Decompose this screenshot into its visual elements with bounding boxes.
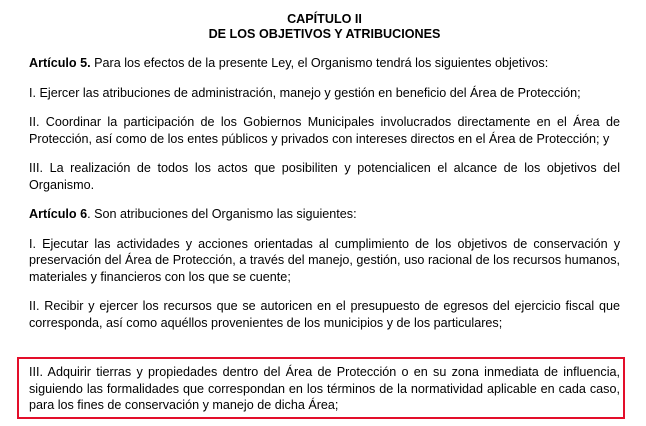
article-6-label: Artículo 6: [29, 207, 88, 221]
article-5-label: Artículo 5.: [29, 56, 91, 70]
chapter-title: CAPÍTULO II: [287, 12, 362, 26]
article-6-item-1: I. Ejecutar las actividades y acciones orientadas al cumplimiento de los objetivos de conservación y preservación del Área de Protección, a través del manejo, gestión, uso racional de los recursos humanos, materiales y financieros con los que se cuente;: [29, 236, 620, 284]
article-5-item-2: II. Coordinar la participación de los Gobiernos Municipales involucrados directamente en el Área de Protección, así como de los entes públicos y privados con intereses directos en el Área de Protección; y: [29, 115, 620, 146]
document-page: [29, 12, 620, 344]
article-6-item-3: III. Adquirir tierras y propiedades dentro del Área de Protección o en su zona inmediata de influencia, siguiendo las formalidades que correspondan en los términos de la normatividad aplicable en cada caso, para los fines de conservación y manejo de dicha Área;: [29, 365, 620, 412]
chapter-heading: [29, 12, 620, 42]
article-5-item-1: I. Ejercer las atribuciones de administración, manejo y gestión en beneficio del Área de Protección;: [29, 85, 581, 100]
article-5-intro: [29, 55, 620, 72]
article-5-item-3: III. La realización de todos los actos que posibiliten y potencialicen el alcance de los objetivos del Organismo.: [29, 161, 620, 192]
article-6-intro: [29, 206, 620, 223]
article-6-text: . Son atribuciones del Organismo las siguientes:: [87, 207, 357, 221]
article-6-item-2: II. Recibir y ejercer los recursos que se autoricen en el presupuesto de egresos del ejercicio fiscal que corresponda, así como aquéllos provenientes de los municipios y de los particulares;: [29, 299, 620, 330]
article-5-text: Para los efectos de la presente Ley, el Organismo tendrá los siguientes objetivos:: [90, 56, 549, 70]
chapter-subtitle: DE LOS OBJETIVOS Y ATRIBUCIONES: [208, 27, 441, 41]
